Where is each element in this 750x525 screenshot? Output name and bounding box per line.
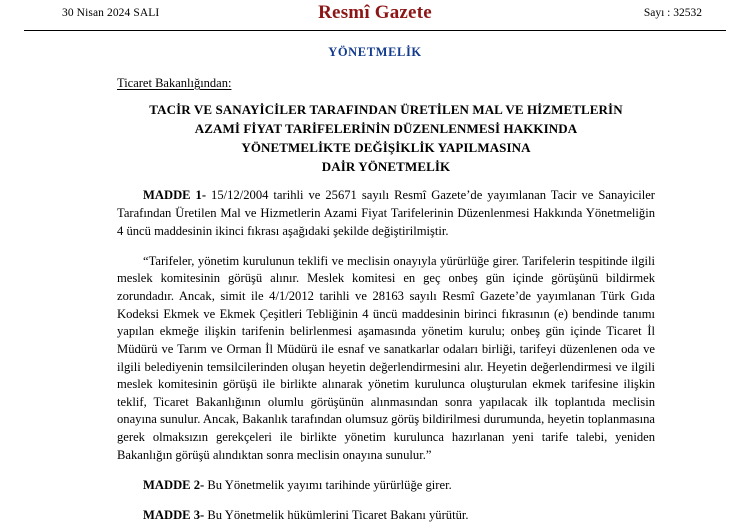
article-3-label: MADDE 3- [143, 508, 205, 523]
regulation-title-line-2: AZAMİ FİYAT TARİFELERİNİN DÜZENLENMESİ HAKKINDA [194, 120, 578, 136]
gazette-title: Resmî Gazete [318, 2, 432, 23]
regulation-title-line-4: DAİR YÖNETMELİK [321, 158, 451, 174]
article-2-paragraph [117, 477, 655, 495]
article-3-paragraph [117, 507, 655, 525]
regulation-title-line-1: TACİR VE SANAYİCİLER TARAFINDAN ÜRETİLEN MAL VE HİZMETLERİN [149, 102, 623, 117]
document-body [53, 76, 697, 525]
article-1-label: MADDE 1- [143, 188, 207, 203]
quoted-text: “Tarifeler, yönetim kurulunun teklifi ve meclisin onayıyla yürürlüğe girer. Tarifelerin tespitinde ilgili meslek komitesinin görüşü alınır. Meslek komitesi en geç onbeş gün içinde görüşünü bildirmek zorundadır. Ancak, simit ile 4/1/2012 tarihli ve 28163 sayılı Resmî Gazete’de yayımlanan Türk Gıda Kodeksi Ekmek ve Ekmek Çeşitleri Tebliğinin 4 üncü maddesinin birinci fıkrasının (e) bendinde tanımı yapılan ekmeğe ilişkin tarifenin belirlenmesi aşamasında yönetim kurulu; onbeş gün içinde Ticaret İl Müdürü ve Tarım ve Orman İl Müdürü ile esnaf ve sanatkarlar odaları birliği, tarifeyi düzenlenen oda ve ilgili belediyenin temsilcilerinden oluşan heyetin değerlendirmesini alır. Heyetin değerlendirmesi ve ilgili meslek komitesinin görüşü ile birlikte alınarak yönetim kurulunca oluşturulan ekmek tarifesine ilişkin teklif, Ticaret Bakanlığının olumlu görüşünün alınmasından sonra yapılacak ilk toplantıda meclisin onayına sunulur. Ancak, Bakanlık tarafından olumsuz görüş bildirilmesi durumunda, heyetin toplanmasına gerek olmaksızın gerekçeleri ile birlikte yönetim kurulunca hazırlanan yeni tarife talebi, yeniden Bakanlığın görüşü alındıktan sonra meclisin onayına sunulur.” [117, 253, 655, 462]
regulation-title-line-3: YÖNETMELİKTE DEĞİŞİKLİK YAPILMASINA [241, 139, 531, 155]
issue-number: Sayı : 32532 [643, 7, 702, 19]
article-1-paragraph [117, 187, 655, 240]
article-2-label: MADDE 2- [143, 477, 205, 492]
masthead [24, 0, 726, 31]
article-2-text: Bu Yönetmelik yayımı tarihinde yürürlüğe girer. [204, 477, 452, 492]
article-1-text: 15/12/2004 tarihli ve 25671 sayılı Resmî Gazete’de yayımlanan Tacir ve Sanayiciler Tarafından Üretilen Mal ve Hizmetlerin Azami Fiyat Tarifelerinin Düzenlenmesi Hakkında Yönetmeliğin 4 üncü maddesinin ikinci fıkrası aşağıdaki şekilde değiştirilmiştir. [117, 188, 655, 238]
article-1-quoted-paragraph [117, 253, 655, 465]
issuing-authority: Ticaret Bakanlığından: [117, 76, 232, 90]
section-label: YÖNETMELİK [328, 45, 422, 59]
publication-date: 30 Nisan 2024 SALI [62, 7, 160, 19]
article-3-text: Bu Yönetmelik hükümlerini Ticaret Bakanı yürütür. [204, 508, 469, 523]
regulation-title [117, 101, 655, 176]
